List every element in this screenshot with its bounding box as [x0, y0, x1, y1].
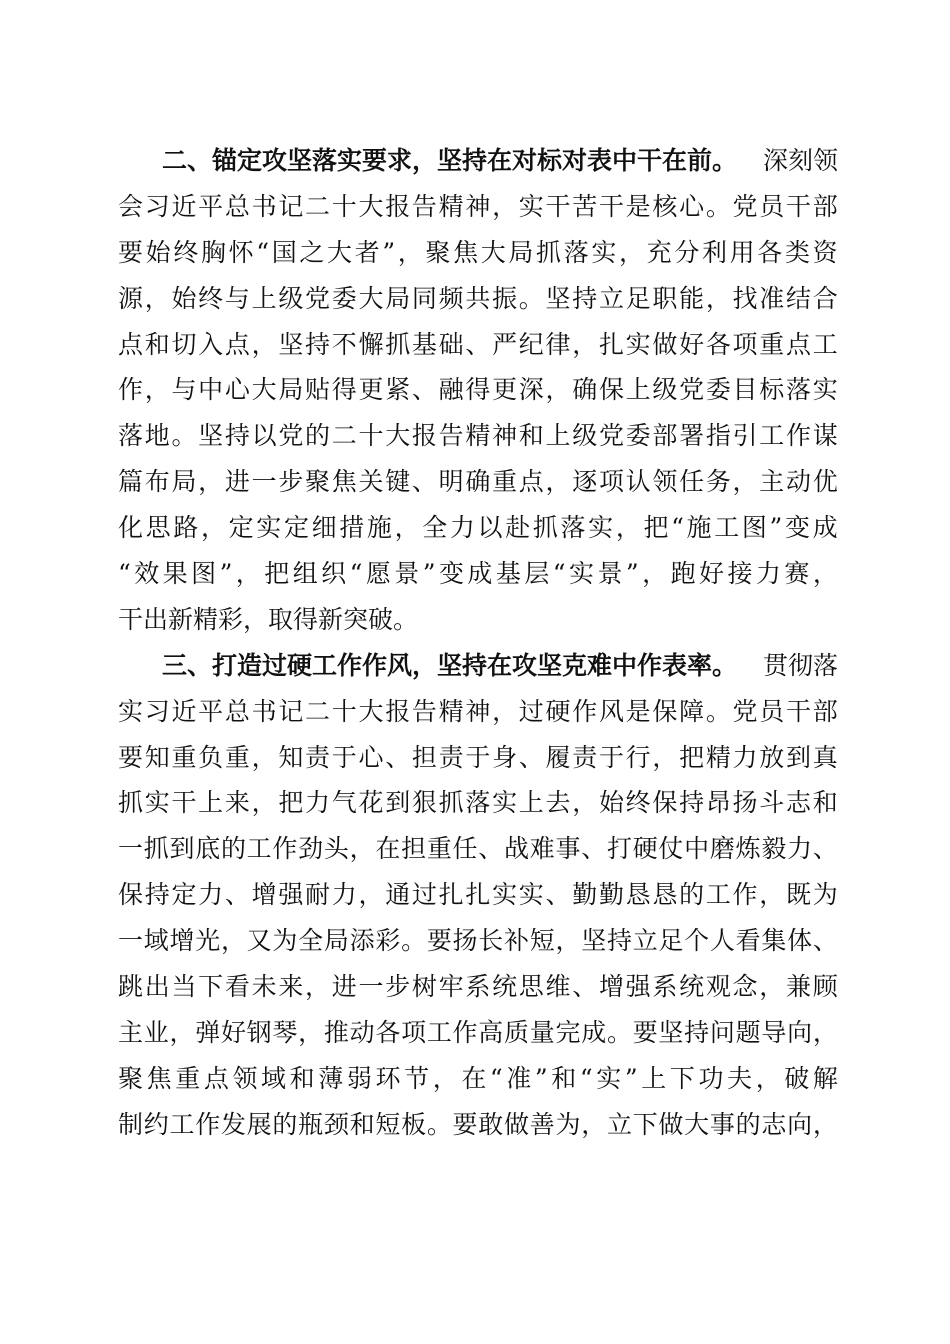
paragraph-line: 干出新精彩，取得新突破。 — [118, 604, 419, 634]
paragraph-line: 化 思 路 ， 定 实 定 细 措 施 ， 全 力 以 赴 抓 落 实 ， 把 “ 施 工 图 ” 变 成 — [118, 513, 838, 543]
paragraph-line: 会 习 近 平 总 书 记 二 十 大 报 告 精 神 ， 实 干 苦 干 是 核 心 。 党 员 干 部 — [118, 191, 838, 221]
paragraph-line: 抓 实 干 上 来 ， 把 力 气 花 到 狠 抓 落 实 上 去 ， 始 终 保 持 昂 扬 斗 志 和 — [118, 788, 838, 818]
line-text: 贯彻落 — [762, 650, 838, 680]
paragraph-line: 一 抓 到 底 的 工 作 劲 头 ， 在 担 重 任 、 战 难 事 、 打 硬 仗 中 磨 炼 毅 力 、 — [118, 834, 838, 864]
paragraph-line: 保 持 定 力 、 增 强 耐 力 ， 通 过 扎 扎 实 实 、 勤 勤 恳 恳 的 工 作 ， 既 为 — [118, 880, 838, 910]
paragraph-line — [118, 138, 838, 184]
paragraph-line: 要 始 终 胸 怀 “ 国 之 大 者 ” ， 聚 焦 大 局 抓 落 实 ， 充 分 利 用 各 类 资 — [118, 237, 838, 267]
paragraph-line: 制 约 工 作 发 展 的 瓶 颈 和 短 板 。 要 敢 做 善 为 ， 立 下 做 大 事 的 志 向 ， — [118, 1109, 838, 1139]
paragraph-line: 作 ， 与 中 心 大 局 贴 得 更 紧 、 融 得 更 深 ， 确 保 上 级 党 委 目 标 落 实 — [118, 375, 838, 405]
paragraph-line: 篇 布 局 ， 进 一 步 聚 焦 关 键 、 明 确 重 点 ， 逐 项 认 领 任 务 ， 主 动 优 — [118, 467, 838, 497]
paragraph-line: 聚 焦 重 点 领 域 和 薄 弱 环 节 ， 在 “ 准 ” 和 “ 实 ” 上 下 功 夫 ， 破 解 — [118, 1063, 838, 1093]
paragraph-line: 源 ， 始 终 与 上 级 党 委 大 局 同 频 共 振 。 坚 持 立 足 职 能 ， 找 准 结 合 — [118, 283, 838, 313]
section-three — [118, 643, 838, 1148]
section-two — [118, 138, 838, 643]
paragraph-line: 一 域 增 光 ， 又 为 全 局 添 彩 。 要 扬 长 补 短 ， 坚 持 立 足 个 人 看 集 体 、 — [118, 926, 838, 956]
paragraph-line: “ 效 果 图 ” ， 把 组 织 “ 愿 景 ” 变 成 基 层 “ 实 景 ” ， 跑 好 接 力 赛 ， — [118, 559, 838, 589]
paragraph-line — [118, 643, 838, 689]
section-heading: 二、锚定攻坚落实要求，坚持在对标对表中干在前。 — [162, 146, 738, 175]
paragraph-line: 实 习 近 平 总 书 记 二 十 大 报 告 精 神 ， 过 硬 作 风 是 保 障 。 党 员 干 部 — [118, 696, 838, 726]
line-text: 深刻领 — [762, 146, 838, 175]
document-page — [118, 138, 838, 1148]
section-heading: 三、打造过硬工作作风，坚持在攻坚克难中作表率。 — [162, 650, 738, 680]
paragraph-line: 落 地 。 坚 持 以 党 的 二 十 大 报 告 精 神 和 上 级 党 委 部 署 指 引 工 作 谋 — [118, 421, 838, 451]
paragraph-line: 跳 出 当 下 看 未 来 ， 进 一 步 树 牢 系 统 思 维 、 增 强 系 统 观 念 ， 兼 顾 — [118, 972, 838, 1002]
paragraph-line: 主 业 ， 弹 好 钢 琴 ， 推 动 各 项 工 作 高 质 量 完 成 。 要 坚 持 问 题 导 向 ， — [118, 1017, 838, 1047]
paragraph-line: 点 和 切 入 点 ， 坚 持 不 懈 抓 基 础 、 严 纪 律 ， 扎 实 做 好 各 项 重 点 工 — [118, 329, 838, 359]
paragraph-line: 要 知 重 负 重 ， 知 责 于 心 、 担 责 于 身 、 履 责 于 行 ， 把 精 力 放 到 真 — [118, 742, 838, 772]
